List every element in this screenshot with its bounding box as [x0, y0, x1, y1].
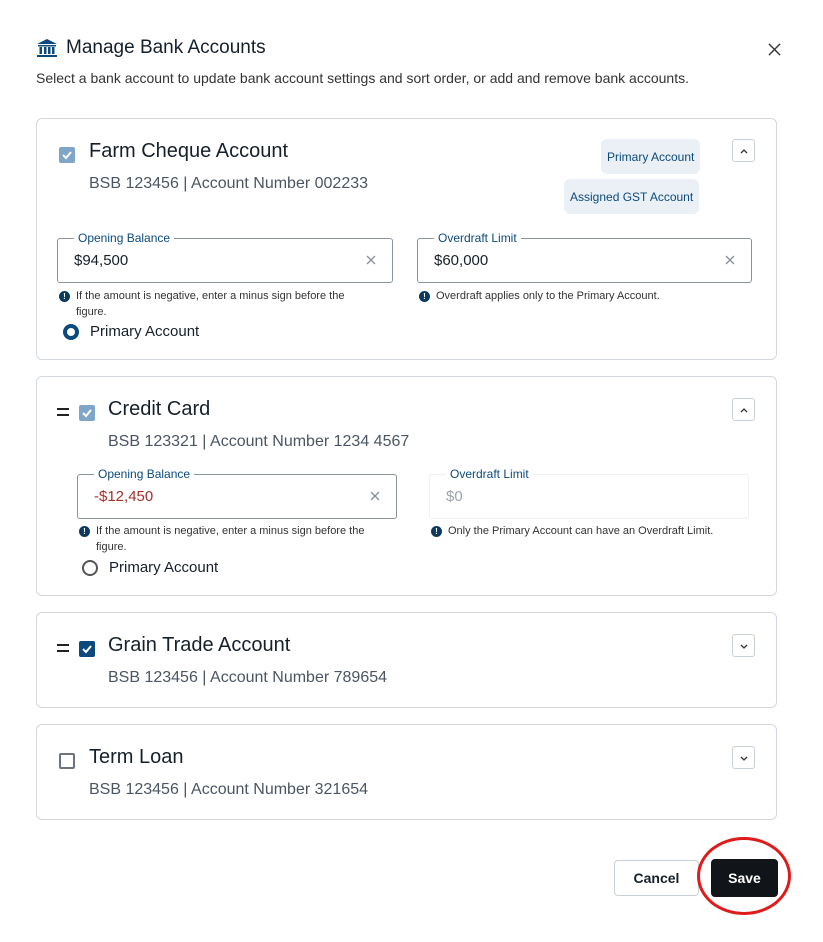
dialog-title: Manage Bank Accounts — [66, 37, 266, 58]
save-button[interactable]: Save — [711, 859, 778, 897]
check-icon — [61, 149, 73, 161]
account-name: Term Loan — [89, 746, 184, 768]
overdraft-limit-field[interactable] — [417, 231, 752, 283]
opening-balance-input[interactable]: $94,500 — [74, 252, 129, 269]
bank-icon — [36, 37, 58, 59]
dialog-header — [36, 37, 266, 59]
primary-account-radio[interactable] — [63, 323, 199, 340]
drag-handle-icon[interactable] — [57, 644, 69, 652]
check-icon — [81, 407, 93, 419]
account-card-credit-card[interactable] — [36, 376, 777, 596]
account-details: BSB 123456 | Account Number 321654 — [89, 781, 369, 798]
clear-input-button[interactable] — [723, 253, 737, 267]
clear-input-button[interactable] — [364, 253, 378, 267]
close-icon — [768, 43, 781, 56]
overdraft-limit-input[interactable]: $60,000 — [434, 252, 489, 269]
opening-balance-field[interactable] — [77, 467, 397, 519]
info-icon: ! — [59, 291, 70, 302]
account-card-grain-trade[interactable] — [36, 612, 777, 708]
account-checkbox[interactable] — [59, 147, 75, 163]
info-icon: ! — [431, 526, 442, 537]
overdraft-limit-input: $0 — [446, 488, 463, 505]
opening-balance-hint: ! If the amount is negative, enter a minus sign before the figure. — [79, 523, 379, 555]
expand-button[interactable] — [732, 746, 755, 769]
info-icon: ! — [419, 291, 430, 302]
opening-balance-label: Opening Balance — [94, 467, 194, 481]
expand-button[interactable] — [732, 634, 755, 657]
account-details: BSB 123456 | Account Number 789654 — [108, 669, 388, 686]
account-details: BSB 123321 | Account Number 1234 4567 — [108, 433, 410, 450]
overdraft-limit-label: Overdraft Limit — [446, 467, 533, 481]
account-name: Farm Cheque Account — [89, 140, 288, 162]
dialog-subtitle: Select a bank account to update bank account settings and sort order, or add and remove bank accounts. — [36, 70, 689, 86]
clear-input-button[interactable] — [368, 489, 382, 503]
clear-icon — [370, 491, 380, 501]
collapse-button[interactable] — [732, 398, 755, 421]
primary-account-radio-label: Primary Account — [90, 323, 200, 340]
chevron-up-icon — [739, 146, 749, 156]
chevron-down-icon — [739, 753, 749, 763]
collapse-button[interactable] — [732, 139, 755, 162]
account-name: Grain Trade Account — [108, 634, 291, 656]
check-icon — [81, 643, 93, 655]
account-checkbox[interactable] — [79, 641, 95, 657]
chevron-up-icon — [739, 405, 749, 415]
overdraft-limit-field — [429, 467, 749, 519]
primary-account-badge: Primary Account — [601, 139, 700, 174]
radio-unselected-icon[interactable] — [82, 560, 98, 576]
account-name: Credit Card — [108, 398, 211, 420]
clear-icon — [366, 255, 376, 265]
primary-account-radio[interactable] — [82, 559, 218, 576]
drag-handle-icon[interactable] — [57, 408, 69, 416]
account-checkbox[interactable] — [79, 405, 95, 421]
close-button[interactable] — [763, 38, 785, 60]
overdraft-hint: ! Overdraft applies only to the Primary Account. — [419, 288, 749, 304]
info-icon: ! — [79, 526, 90, 537]
opening-balance-input[interactable]: -$12,450 — [94, 488, 154, 505]
cancel-button[interactable]: Cancel — [614, 860, 699, 896]
opening-balance-field[interactable] — [57, 231, 393, 283]
overdraft-hint: ! Only the Primary Account can have an Overdraft Limit. — [431, 523, 746, 539]
chevron-down-icon — [739, 641, 749, 651]
radio-selected-icon[interactable] — [63, 324, 79, 340]
overdraft-limit-label: Overdraft Limit — [434, 231, 521, 245]
clear-icon — [725, 255, 735, 265]
opening-balance-hint: ! If the amount is negative, enter a minus sign before the figure. — [59, 288, 369, 320]
account-card-farm-cheque[interactable] — [36, 118, 777, 360]
account-details: BSB 123456 | Account Number 002233 — [89, 175, 369, 192]
account-card-term-loan[interactable] — [36, 724, 777, 820]
gst-account-badge: Assigned GST Account — [564, 179, 699, 214]
opening-balance-label: Opening Balance — [74, 231, 174, 245]
primary-account-radio-label: Primary Account — [109, 559, 219, 576]
account-checkbox[interactable] — [59, 753, 75, 769]
